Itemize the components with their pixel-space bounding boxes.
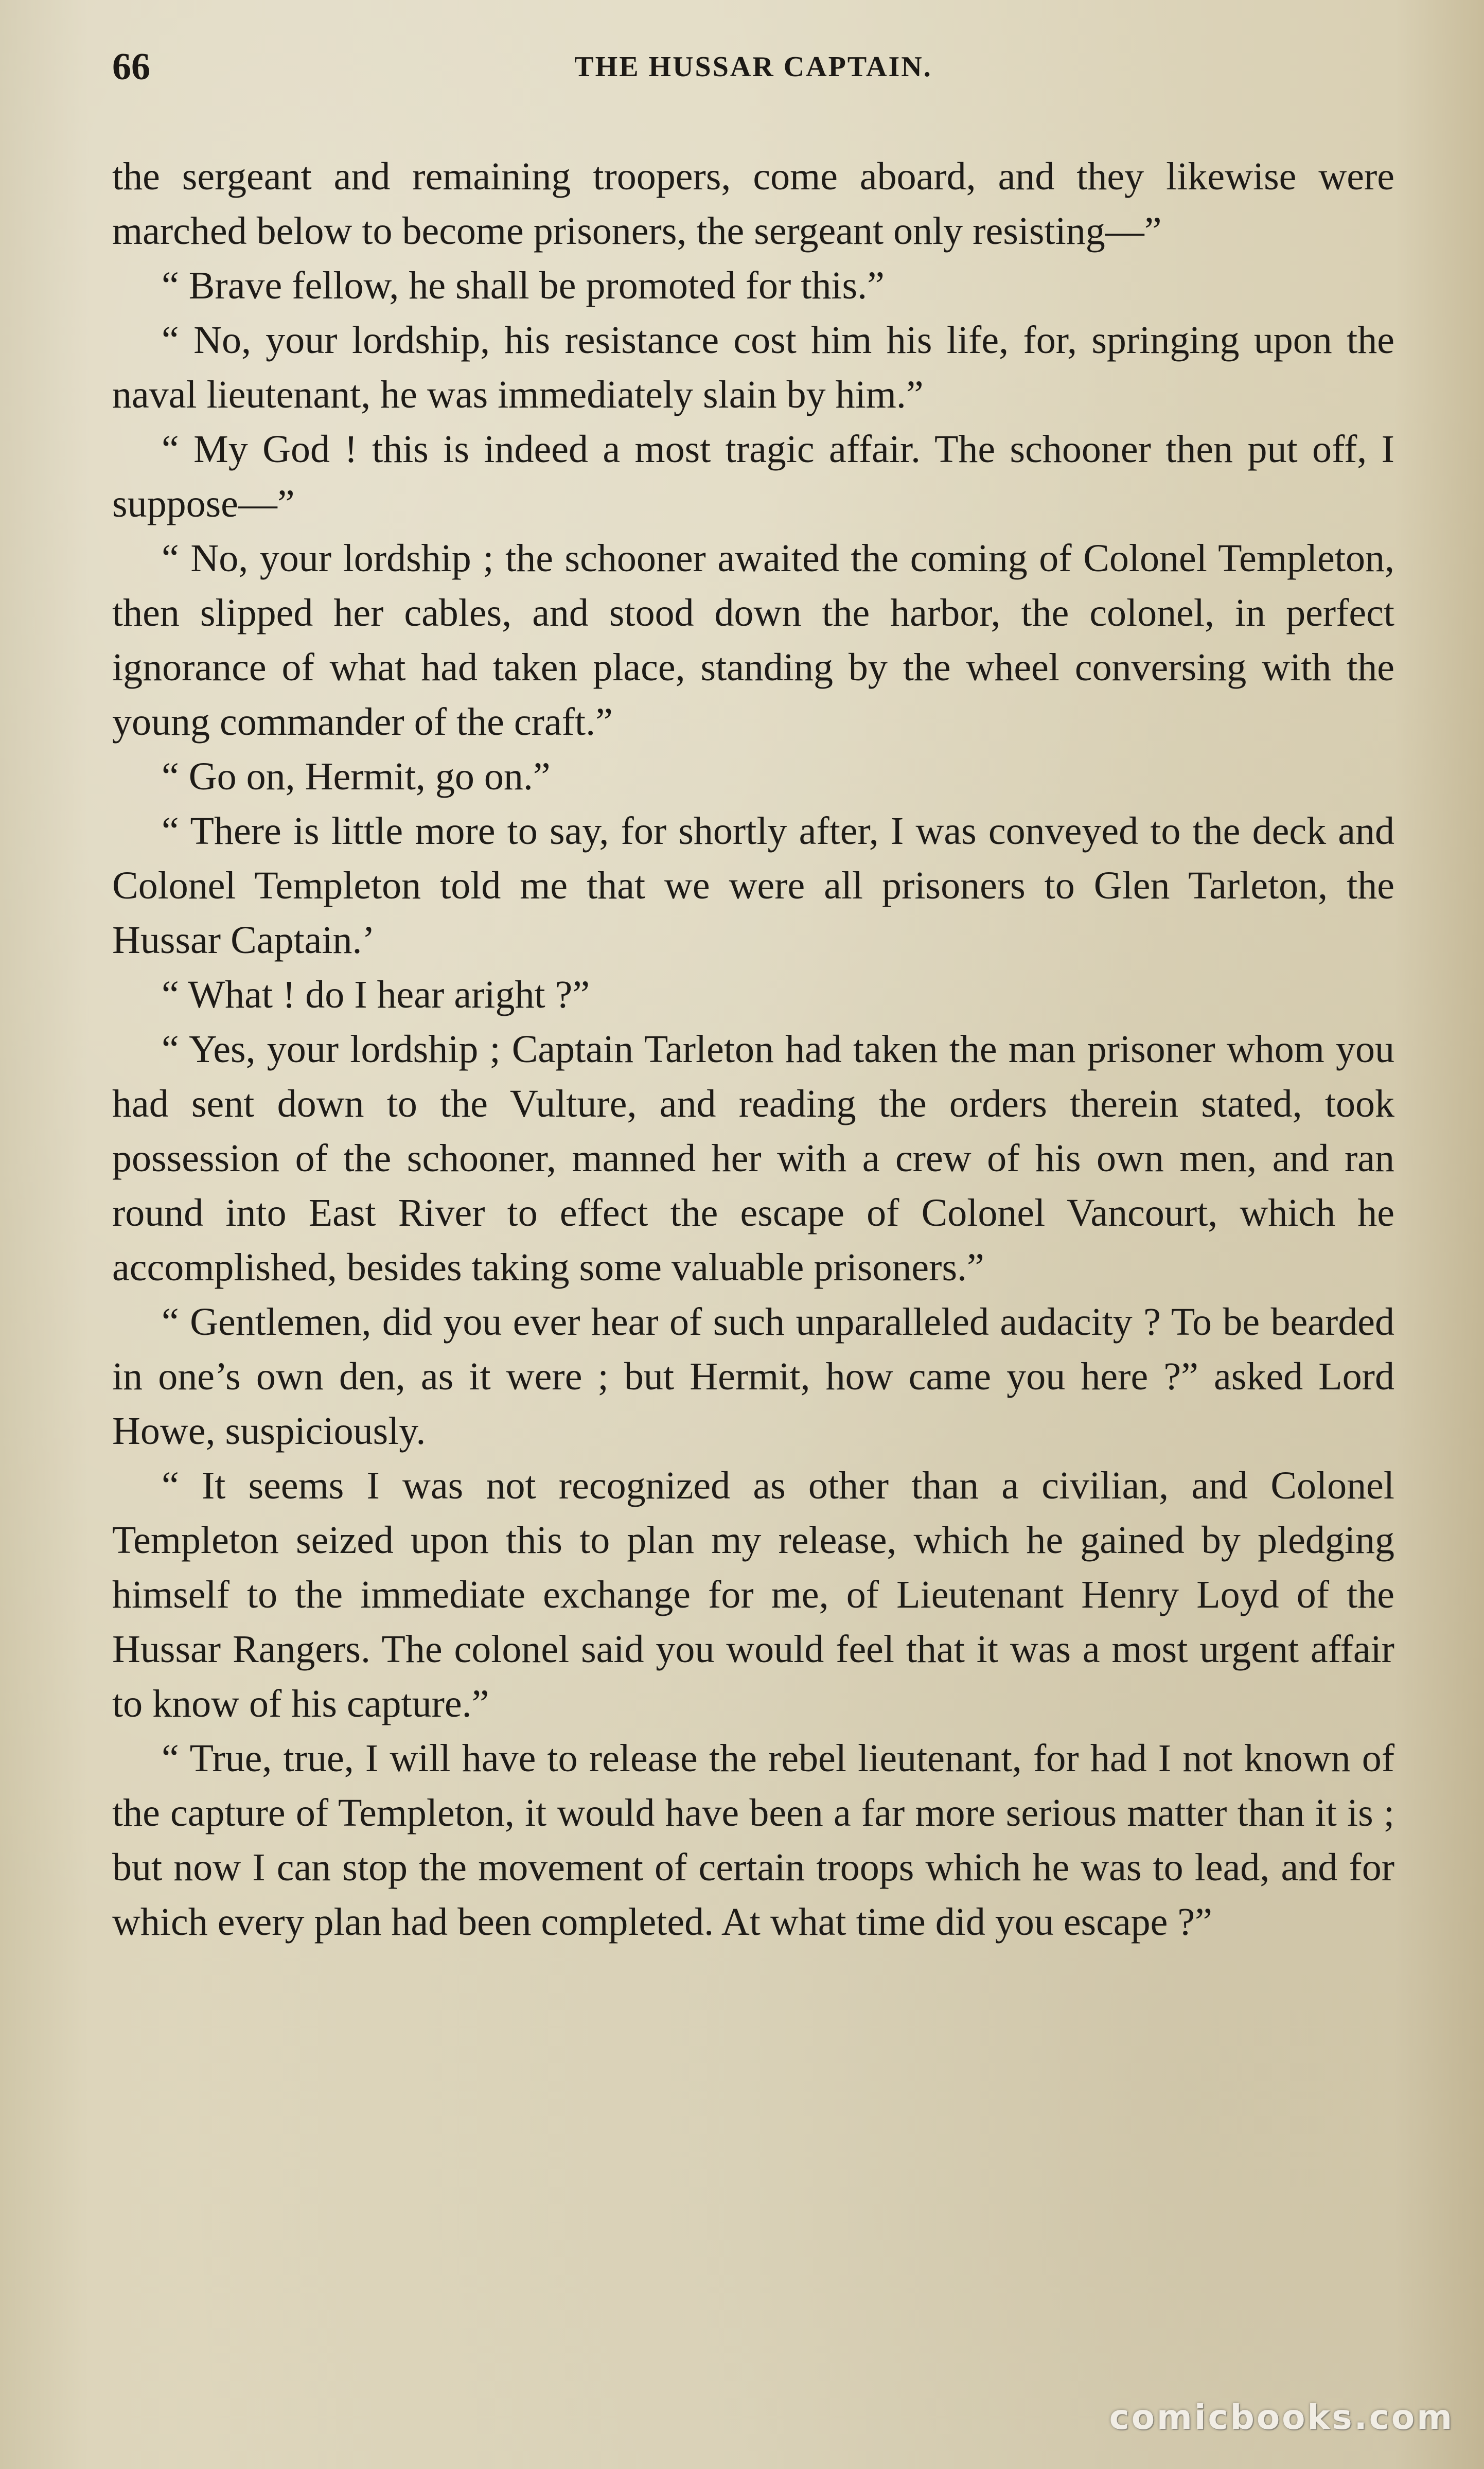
paragraph: “ Brave fellow, he shall be promoted for this.” xyxy=(162,264,885,307)
paragraph: “ True, true, I will have to release the rebel lieutenant, for had I not known of the capture of Templeton, it would have been a far more serious matter than it is ; but now I can stop the movement of certain troops which he was to lead, and for which every plan had been completed. At what time did you escape ?” xyxy=(112,1737,1394,1944)
paragraph: the sergeant and remaining troopers, come aboard, and they likewise were marched below to become prisoners, the sergeant only resisting—” xyxy=(112,155,1394,253)
watermark: comicbooks.com xyxy=(1109,2397,1454,2437)
paragraph: “ Go on, Hermit, go on.” xyxy=(162,755,551,798)
paragraph: “ No, your lordship ; the schooner awaited the coming of Colonel Templeton, then slipped her cables, and stood down the harbor, the colonel, in perfect ignorance of what had taken place, standing by the wheel conversing with the young commander of the craft.” xyxy=(112,537,1394,744)
body-text xyxy=(112,149,1394,1949)
running-title: THE HUSSAR CAPTAIN. xyxy=(574,51,932,83)
paragraph: “ Gentlemen, did you ever hear of such unparalleled audacity ? To be bearded in one’s own den, as it were ; but Hermit, how came you here ?” asked Lord Howe, suspiciously. xyxy=(112,1300,1394,1453)
paragraph: “ It seems I was not recognized as other than a civilian, and Colonel Templeton seized upon this to plan my release, which he gained by pledging himself to the immediate exchange for me, of Lieutenant Henry Loyd of the Hussar Rangers. The colonel said you would feel that it was a most urgent affair to know of his capture.” xyxy=(112,1464,1394,1725)
paragraph: “ There is little more to say, for shortly after, I was conveyed to the deck and Colonel Templeton told me that we were all prisoners to Glen Tarleton, the Hussar Captain.’ xyxy=(112,809,1394,962)
page-number: 66 xyxy=(112,46,150,88)
paragraph: “ What ! do I hear aright ?” xyxy=(162,973,590,1016)
page-header xyxy=(112,45,1394,102)
paragraph: “ Yes, your lordship ; Captain Tarleton had taken the man prisoner whom you had sent down to the Vulture, and reading the orders therein stated, took possession of the schooner, manned her with a crew of his own men, and ran round into East River to effect the escape of Colonel Vancourt, which he accomplished, besides taking some valuable prisoners.” xyxy=(112,1028,1394,1289)
paragraph: “ My God ! this is indeed a most tragic affair. The schooner then put off, I suppose—” xyxy=(112,428,1394,525)
paragraph: “ No, your lordship, his resistance cost him his life, for, springing upon the naval lieutenant, he was immediately slain by him.” xyxy=(112,319,1394,416)
